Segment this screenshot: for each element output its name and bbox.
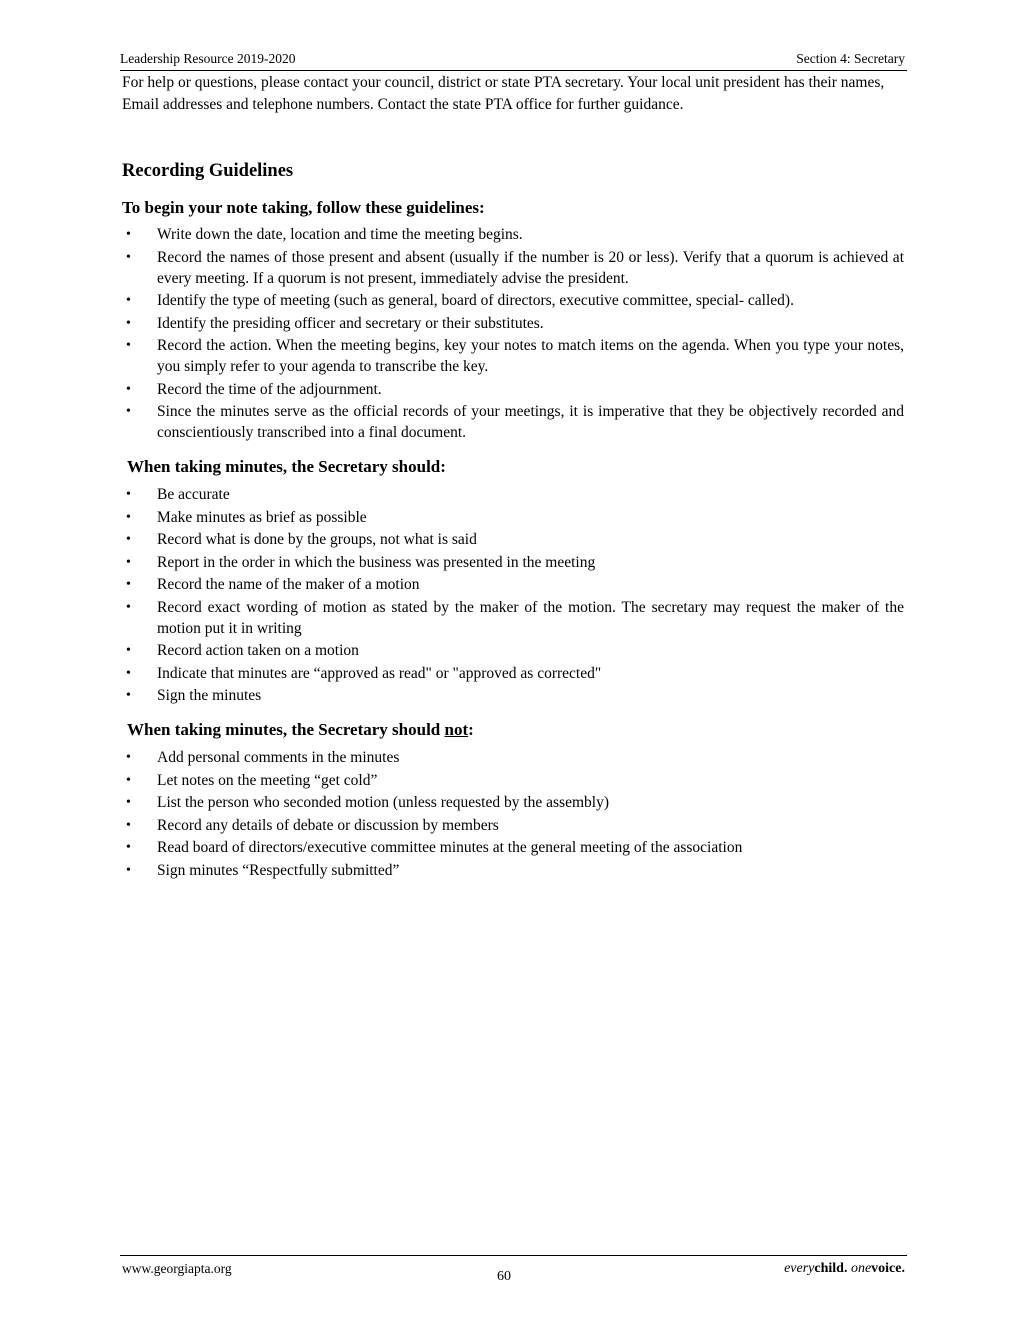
list-item: • Sign minutes “Respectfully submitted” xyxy=(122,860,904,881)
list-item: • Write down the date, location and time the meeting begins. xyxy=(122,224,904,245)
should-list xyxy=(122,484,904,708)
list-item: • Read board of directors/executive committee minutes at the general meeting of the association xyxy=(122,837,904,858)
page-number: 60 xyxy=(497,1269,511,1284)
begin-guidelines-heading: To begin your note taking, follow these guidelines: xyxy=(122,198,485,217)
list-item: • Add personal comments in the minutes xyxy=(122,747,904,768)
list-item: • Indicate that minutes are “approved as read" or "approved as corrected" xyxy=(122,663,904,684)
list-item: • Make minutes as brief as possible xyxy=(122,507,904,528)
list-item: • Record the name of the maker of a motion xyxy=(122,574,904,595)
footer-slogan: everychild. onevoice. xyxy=(784,1261,905,1276)
section-heading: Recording Guidelines xyxy=(122,161,294,181)
should-not-list xyxy=(122,747,904,882)
list-item: • Record the action. When the meeting begins, key your notes to match items on the agenda. When you type your notes, you simply refer to your agenda to transcribe the key. xyxy=(122,335,904,377)
should-not-emphasis: not xyxy=(444,720,469,739)
footer-divider xyxy=(120,1255,907,1256)
list-item: • Identify the presiding officer and secretary or their substitutes. xyxy=(122,313,904,334)
page-header xyxy=(120,50,907,71)
should-not-heading: When taking minutes, the Secretary should not: xyxy=(127,720,474,739)
list-item: • Report in the order in which the business was presented in the meeting xyxy=(122,552,904,573)
list-item: • Record exact wording of motion as stated by the maker of the motion. The secretary may request the maker of the motion put it in writing xyxy=(122,597,904,639)
list-item: • Record the names of those present and absent (usually if the number is 20 or less). Verify that a quorum is achieved at every meeting. If a quorum is not present, immediately advise the president. xyxy=(122,247,904,289)
list-item: • Record the time of the adjournment. xyxy=(122,379,904,400)
list-item: • Identify the type of meeting (such as general, board of directors, executive committee, special- called). xyxy=(122,290,904,311)
list-item: • Be accurate xyxy=(122,484,904,505)
header-document-title: Leadership Resource 2019-2020 xyxy=(120,51,296,66)
list-item: • Since the minutes serve as the official records of your meetings, it is imperative that they be objectively recorded and conscientiously transcribed into a final document. xyxy=(122,401,904,443)
footer-website: www.georgiapta.org xyxy=(122,1261,232,1276)
intro-paragraph: For help or questions, please contact your council, district or state PTA secretary. Your local unit president has their names, Email addresses and telephone numbers. Contact the state PTA office for further guidance. xyxy=(122,74,885,113)
list-item: • List the person who seconded motion (unless requested by the assembly) xyxy=(122,792,904,813)
list-item: • Record action taken on a motion xyxy=(122,640,904,661)
header-section-title: Section 4: Secretary xyxy=(796,51,905,66)
list-item: • Record any details of debate or discussion by members xyxy=(122,815,904,836)
list-item: • Sign the minutes xyxy=(122,685,904,706)
list-item: • Let notes on the meeting “get cold” xyxy=(122,770,904,791)
list-item: • Record what is done by the groups, not what is said xyxy=(122,529,904,550)
begin-guidelines-list xyxy=(122,224,904,445)
should-heading: When taking minutes, the Secretary should: xyxy=(127,457,446,476)
